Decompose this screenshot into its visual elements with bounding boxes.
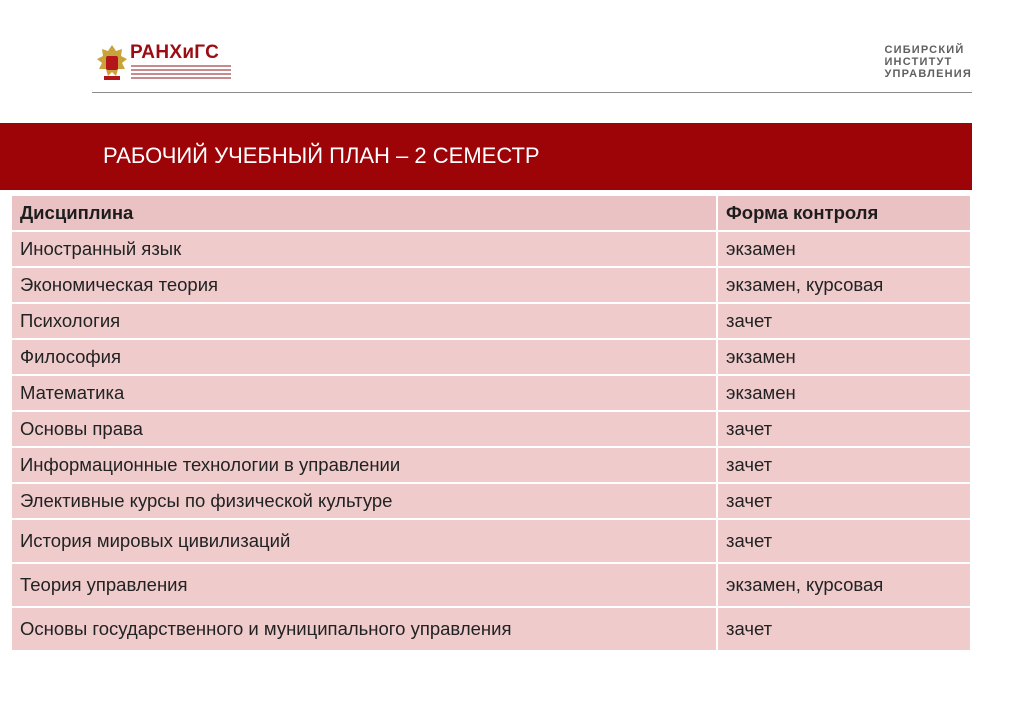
siberian-institute-logo xyxy=(884,44,972,80)
discipline-cell: Элективные курсы по физической культуре xyxy=(12,484,716,518)
discipline-cell: Философия xyxy=(12,340,716,374)
discipline-cell: Математика xyxy=(12,376,716,410)
control-form-cell: зачет xyxy=(718,304,970,338)
control-form-cell: экзамен xyxy=(718,376,970,410)
discipline-cell: Иностранный язык xyxy=(12,232,716,266)
discipline-cell: Теория управления xyxy=(12,564,716,606)
table-row xyxy=(12,484,970,518)
control-form-cell: зачет xyxy=(718,484,970,518)
table-row xyxy=(12,376,970,410)
curriculum-table xyxy=(10,194,972,652)
table-row xyxy=(12,608,970,650)
ranepa-emblem-icon xyxy=(94,42,130,82)
control-form-cell: экзамен xyxy=(718,232,970,266)
control-form-cell: зачет xyxy=(718,520,970,562)
control-form-cell: экзамен xyxy=(718,340,970,374)
control-form-cell: экзамен, курсовая xyxy=(718,564,970,606)
ranepa-logo-title: РАНХиГС xyxy=(130,42,220,63)
control-form-cell: экзамен, курсовая xyxy=(718,268,970,302)
control-form-cell: зачет xyxy=(718,448,970,482)
ranepa-logo-subtitle-lines xyxy=(131,65,231,81)
column-header-control-form: Форма контроля xyxy=(718,196,970,230)
discipline-cell: Информационные технологии в управлении xyxy=(12,448,716,482)
header-divider xyxy=(92,92,972,93)
title-banner xyxy=(0,123,972,190)
discipline-cell: Основы государственного и муниципального управления xyxy=(12,608,716,650)
discipline-cell: Экономическая теория xyxy=(12,268,716,302)
table-row xyxy=(12,304,970,338)
table-row xyxy=(12,268,970,302)
logo-line-1: СИБИРСКИЙ xyxy=(884,44,965,56)
logo-line-2: ИНСТИТУТ xyxy=(884,56,953,68)
discipline-cell: Основы права xyxy=(12,412,716,446)
control-form-cell: зачет xyxy=(718,412,970,446)
ranepa-logo xyxy=(94,42,234,84)
table-row xyxy=(12,232,970,266)
table-row xyxy=(12,340,970,374)
logo-line-3: УПРАВЛЕНИЯ xyxy=(884,68,972,80)
table-row xyxy=(12,564,970,606)
table-row xyxy=(12,412,970,446)
column-header-discipline: Дисциплина xyxy=(12,196,716,230)
discipline-cell: История мировых цивилизаций xyxy=(12,520,716,562)
discipline-cell: Психология xyxy=(12,304,716,338)
table-row xyxy=(12,448,970,482)
page-title: РАБОЧИЙ УЧЕБНЫЙ ПЛАН – 2 СЕМЕСТР xyxy=(103,143,540,168)
table-header-row xyxy=(12,196,970,230)
table-row xyxy=(12,520,970,562)
control-form-cell: зачет xyxy=(718,608,970,650)
